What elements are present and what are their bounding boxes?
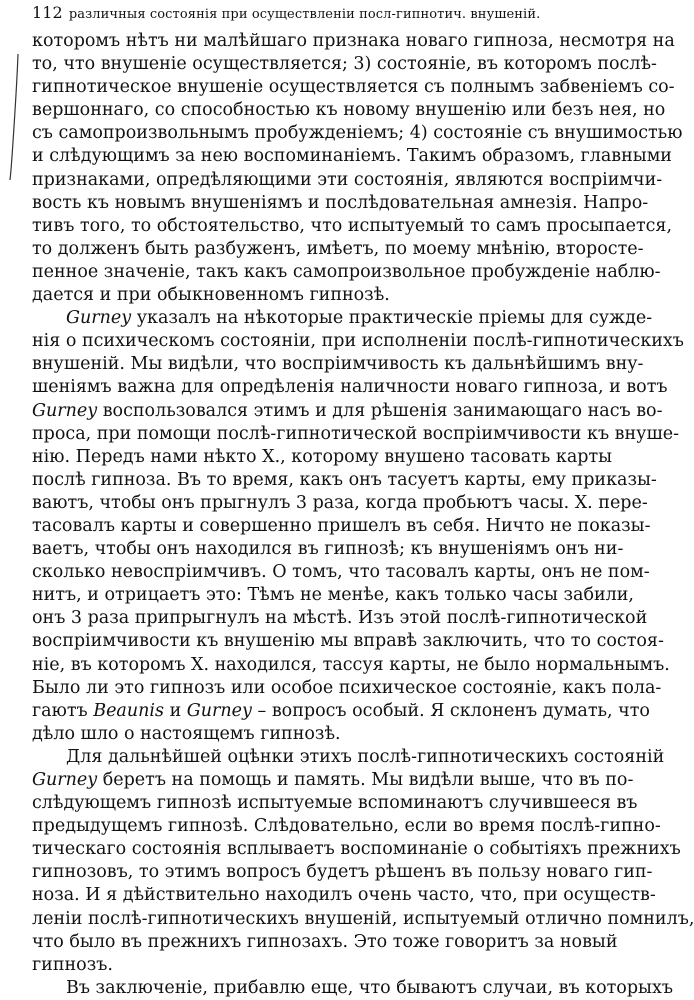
text-line: которомъ нѣтъ ни малѣйшаго признака новаго гипноза, несмотря на (32, 31, 675, 51)
text-line: вершоннаго, со способностью къ новому внушенію или безъ нея, но (32, 100, 666, 121)
text-line: съ самопроизвольнымъ пробужденіемъ; 4) состояніе съ внушимостью (32, 123, 683, 144)
text-line: гипнозъ. (32, 954, 113, 975)
text-line: Gurney беретъ на помощь и память. Мы видѣли выше, что въ по- (32, 770, 634, 790)
text-line: Въ заключеніе, прибавлю еще, что бываютъ случаи, въ которыхъ (66, 977, 673, 998)
text-line: слѣдующемъ гипнозѣ испытуемые вспоминаютъ случившееся въ (32, 793, 638, 814)
text-line: Было ли это гипнозъ или особое психическое состояніе, какъ пола- (32, 677, 662, 698)
page-number: 112 (32, 3, 63, 22)
text-line: и слѣдующимъ за нею воспоминаніемъ. Такимъ образомъ, главными (32, 146, 672, 167)
text-line: гаютъ Beaunis и Gurney – вопросъ особый. Я склоненъ думать, что (32, 700, 650, 721)
text-line: ваетъ, чтобы онъ находился въ гипнозѣ; къ внушеніямъ онъ ни- (32, 539, 624, 560)
text-line: Для дальнѣйшей оцѣнки этихъ послѣ-гипнотическихъ состояній (66, 746, 665, 767)
text-line: нитъ, и отрицаетъ это: Тѣмъ не менѣе, какъ только часы забили, (32, 585, 634, 606)
text-line: Gurney указалъ на нѣкоторые практическіе пріемы для сужде- (66, 308, 653, 329)
text-line: тасовалъ карты и совершенно пришелъ въ себя. Ничто не показы- (32, 515, 651, 536)
text-line: то, что внушеніе осуществляется; 3) состояніе, въ которомъ послѣ- (32, 54, 657, 75)
text-line: Gurney воспользовался этимъ и для рѣшенія занимающаго насъ во- (32, 400, 663, 421)
text-line: ноза. И я дѣйствительно находилъ очень часто, что, при осуществ- (32, 885, 656, 906)
running-title: различныя состоянія при осуществленіи посл-гипнотич. внушеній. (68, 7, 541, 22)
text-line: проса, при помощи послѣ-гипнотической воспріимчивости къ внуше- (32, 423, 679, 444)
text-line: пенное значеніе, такъ какъ самопроизвольное пробужденіе наблю- (32, 261, 661, 282)
text-line: ваютъ, чтобы онъ прыгнулъ 3 раза, когда пробьютъ часы. X. пере- (32, 492, 648, 513)
text-line: шеніямъ важна для опредѣленія наличности новаго гипноза, и вотъ (32, 377, 668, 398)
text-line: тивъ того, то обстоятельство, что испытуемый то самъ просыпается, (32, 215, 673, 236)
text-line: ніе, въ которомъ X. находился, тассуя карты, не было нормальнымъ. (32, 654, 670, 675)
text-line: внушеній. Мы видѣли, что воспріимчивость къ дальнѣйшимъ вну- (32, 354, 644, 375)
text-line: предыдущемъ гипнозѣ. Слѣдовательно, если во время послѣ-гипно- (32, 816, 661, 837)
text-line: гипнотическое внушеніе осуществляется съ полнымъ забвеніемъ со- (32, 77, 675, 98)
text-line: тическаго состоянія всплываетъ воспоминаніе о событіяхъ прежнихъ (32, 839, 681, 860)
text-line: вость къ новымъ внушеніямъ и послѣдовательная амнезія. Напро- (32, 192, 649, 213)
text-line: то долженъ быть разбуженъ, имѣетъ, по моему мнѣнію, второсте- (32, 238, 644, 259)
text-line: сколько невоспріимчивъ. О томъ, что тасовалъ карты, онъ не пом- (32, 562, 650, 583)
text-line: леніи послѣ-гипнотическихъ внушеній, испытуемый отлично помнилъ, (32, 908, 694, 929)
text-line: нію. Передъ нами нѣкто X., которому внушено тасовать карты (32, 446, 613, 467)
text-line: что было въ прежнихъ гипнозахъ. Это тоже говоритъ за новый (32, 931, 618, 952)
text-line: признаками, опредѣляющими эти состоянія, являются воспріимчи- (32, 169, 663, 190)
margin-pencil-mark (8, 52, 22, 182)
text-line: гипнозовъ, то этимъ вопросъ будетъ рѣшенъ въ пользу новаго гип- (32, 862, 653, 883)
text-line: дается и при обыкновенномъ гипнозѣ. (32, 285, 390, 306)
text-line: послѣ гипноза. Въ то время, какъ онъ тасуетъ карты, ему приказы- (32, 469, 657, 490)
text-line: онъ 3 раза припрыгнулъ на мѣстѣ. Изъ этой послѣ-гипнотической (32, 608, 648, 629)
text-line: дѣло шло о настоящемъ гипнозѣ. (32, 723, 341, 744)
running-head (32, 0, 612, 26)
text-line: нія о психическомъ состояніи, при исполненіи послѣ-гипнотическихъ (32, 331, 684, 352)
text-line: воспріимчивости къ внушенію мы вправѣ заключить, что то состоя- (32, 631, 664, 652)
body-text (32, 30, 694, 1000)
